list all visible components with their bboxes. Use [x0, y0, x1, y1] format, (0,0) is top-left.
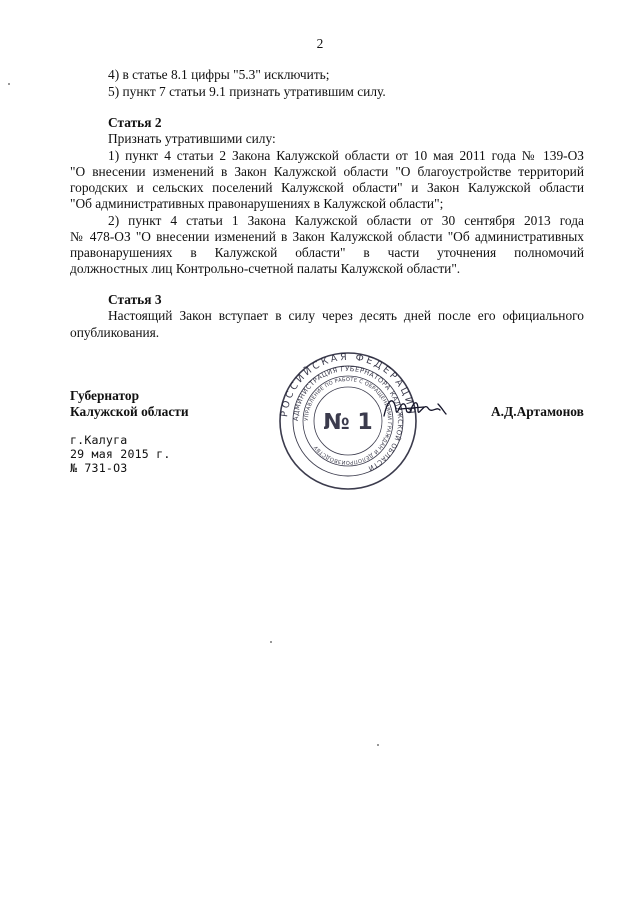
article2-intro: Признать утратившими силу: [108, 131, 276, 146]
article2-item1-line3: городских и сельских поселений Калужской области" и Закон Калужской области [70, 180, 584, 195]
registration-number: № 731-ОЗ [70, 461, 128, 475]
stamp-outer-text: РОССИЙСКАЯ ФЕДЕРАЦИЯ [279, 351, 417, 418]
article2-item2-line2: № 478-ОЗ "О внесении изменений в Закон Калужской области "Об административных [70, 229, 584, 244]
stamp-middle-text: АДМИНИСТРАЦИЯ ГУБЕРНАТОРА КАЛУЖСКОЙ ОБЛАСТИ [291, 364, 405, 473]
stamp-inner-text: УПРАВЛЕНИЕ ПО РАБОТЕ С ОБРАЩЕНИЯМИ ГРАЖДАН И ДЕЛОПРОИЗВОДСТВУ [303, 376, 393, 466]
article2-item1-line1: 1) пункт 4 статьи 2 Закона Калужской области от 10 мая 2011 года № 139-ОЗ [108, 148, 584, 163]
article2-item2-line4: должностных лиц Контрольно-счетной палаты Калужской области". [70, 261, 461, 276]
article2-item1-line2: "О внесении изменений в Закон Калужской области "О благоустройстве территорий [70, 164, 584, 179]
scan-speck [270, 641, 272, 643]
article1-item-4: 4) в статье 8.1 цифры "5.3" исключить; [108, 67, 330, 82]
page-number: 2 [316, 36, 324, 51]
governor-name: А.Д.Артамонов [491, 404, 584, 419]
article2-item2-line3: правонарушениях в Калужской области" в части уточнения полномочий [70, 245, 584, 260]
scan-speck [8, 83, 10, 85]
registration-date: 29 мая 2015 г. [70, 447, 171, 461]
article3-text-line1: Настоящий Закон вступает в силу через десять дней после его официального [108, 308, 584, 323]
article3-heading: Статья 3 [108, 292, 162, 307]
registration-place: г.Калуга [70, 433, 128, 447]
stamp-number: № 1 [323, 410, 373, 435]
article2-item1-line4: "Об административных правонарушениях в Калужской области"; [70, 196, 444, 211]
article3-text-line2: опубликования. [70, 325, 160, 340]
handwritten-signature [380, 392, 448, 424]
governor-title: Губернатор [70, 388, 140, 403]
governor-region: Калужской области [70, 404, 189, 419]
article2-heading: Статья 2 [108, 115, 162, 130]
scan-speck [377, 744, 379, 746]
article1-item-5: 5) пункт 7 статьи 9.1 признать утратившим силу. [108, 84, 386, 99]
article2-item2-line1: 2) пункт 4 статьи 1 Закона Калужской области от 30 сентября 2013 года [108, 213, 584, 228]
